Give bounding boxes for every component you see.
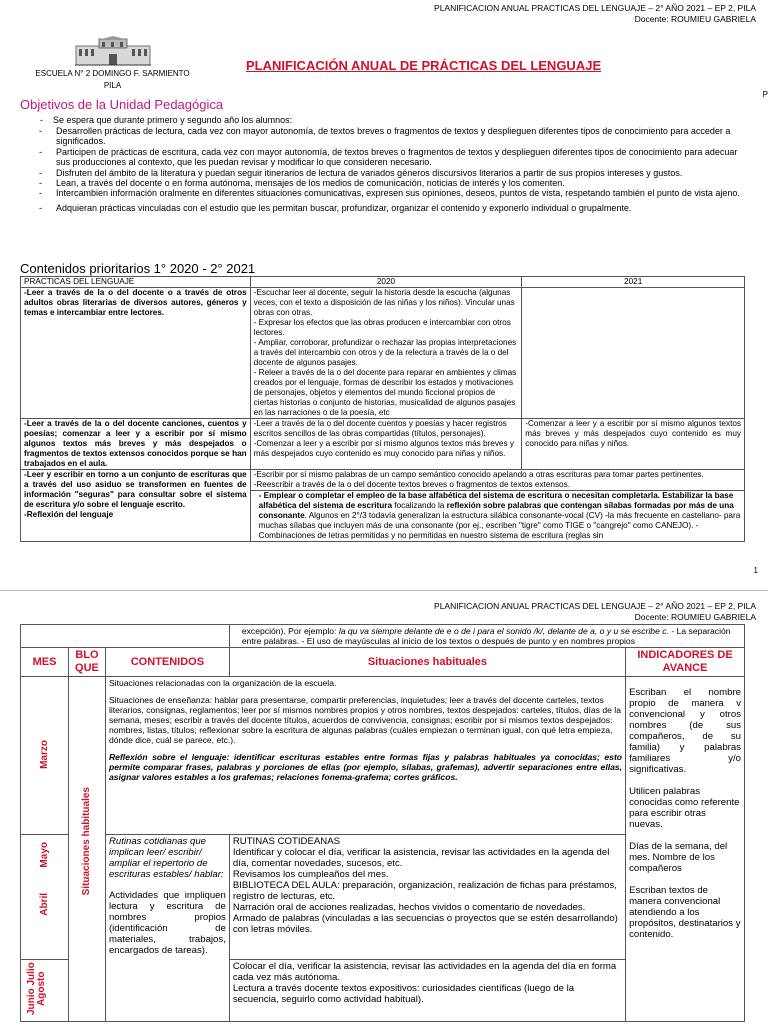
month-cell [21,960,69,1022]
rutinas-cell: Rutinas cotidianas que implican leer/ escribir/ ampliar el repertorio de escrituras estables/ hablar: Actividades que impliquen lectura y escritura de nombres propios (identificación de materiales, trabajos, encargados de tareas). [105,835,229,1022]
month-marzo: Marzo [38,739,50,769]
table-row [21,288,745,419]
month-junio-julio-agosto: Junio Julio Agosto [26,962,48,1016]
bloque-cell [68,677,105,1022]
objective-item: - Desarrollen prácticas de lectura, cada vez con mayor autonomía, de textos breves o fragmentos de textos y desplieguen diferentes tipos de conocimiento para acceder a significados. [36,126,751,147]
page-header [434,3,756,25]
school-building-logo [75,36,151,66]
continuation-cell: excepción). Por ejemplo: la qu va siempre delante de e o de i para el sonido /k/, delante de a, o y u se escribe c. - La separación entre palabras. - El uso de mayúsculas al inicio de los textos o después de punto y en nombres propios [229,625,744,648]
practice-cell: -Leer a través de la o del docente canciones, cuentos y poesías; comenzar a leer y a escribir por sí mismo algunos textos más breves y más despejados o fragmentos de textos extensos conocidos porque se han trabajados en el aula. [21,419,251,470]
school-city: PILA [103,81,122,90]
month-cell [21,677,69,835]
month-abril: Abril [38,892,50,916]
objectives-list [36,126,751,217]
document-page-2 [0,590,768,1024]
school-block [20,36,205,92]
header-cell-2020: 2020 [250,277,522,288]
practice-cell: -Leer a través de la o del docente o a través de otros adultos obras literarias de diversos autores, géneros y temas e intercambiar entre lectores. [21,288,251,419]
month-mayo: Mayo [38,842,50,868]
bloque-label: Situaciones habituales [81,787,93,896]
objective-item: - Participen de prácticas de escritura, cada vez con mayor autonomía, de textos breves o fragmentos de textos y desplieguen diferentes tipos de conocimiento para adecuar sus producciones al contexto, que les puedan revisar y modificar lo que consideren necesario. [36,147,751,168]
table-row [21,419,745,470]
content-2020-cell: -Leer a través de la o del docente cuentos y poesías y hacer registros escritos sencillos de las obras compartidas (títulos, personajes). -Comenzar a leer y a escribir por sí mismo algunos textos más breves y más despejados cuyo contenido es muy conocido para niñas y niños. [250,419,522,470]
header-title: PLANIFICACION ANUAL PRACTICAS DEL LENGUAJE – 2° AÑO 2021 – EP 2, PILA [434,3,756,13]
objective-item: - Intercambien información oralmente en diferentes situaciones comunicativas, expresen sus opiniones, deseos, puntos de vista, respetando también el punto de vista ajeno. [36,188,751,198]
header-cell-2021: 2021 [522,277,745,288]
header-bloque: BLO QUE [68,648,105,677]
content-2020-cell: -Escribir por sí mismo palabras de un campo semántico conocido apelando a otras escrituras para tomar partes pertinentes. -Reescribir a través de la o del docente textos breves o fragmentos de textos extensos. [250,470,744,491]
header-contenidos: CONTENIDOS [105,648,229,677]
planning-table [20,624,745,1022]
content-2021-cell: - Emplear o completar el empleo de la base alfabética del sistema de escritura o necesitan completarla. Estabilizar la base alfabética del sistema de escritura focalizando la reflexión sobre palabras que contengan sílabas formadas por más de una consonante. Algunos en 2°/3 todavía generalizan la estructura silábica consonante-vocal (CV) -la más frecuente en castellano- para muchas sílabas que incluyen más de una consonante (por ej., escriben "tigre" como TIGE o "cangrejo" como CANEJO). - Combinaciones de letras permitidas y no permitidas en nuestro sistema de escritura (reglas sin [250,491,744,542]
header-situaciones: Situaciones habituales [229,648,625,677]
page-number: 1 [753,566,758,575]
contents-table [20,276,745,542]
table-row [21,470,745,491]
page-header [434,601,756,623]
continuation-row [21,625,745,648]
objective-item: - Disfruten del ámbito de la literatura y puedan seguir itinerarios de lectura de variados géneros discursivos literarios a partir de sus propios intereses y gustos. [36,168,751,178]
contents-heading: Contenidos prioritarios 1° 2020 - 2° 2021 [20,261,256,276]
indicators-cell: Escriban el nombre propio de manera v convencional y otros nombres (de sus compañeros, de su familia) y palabras familiares y/o significativas. Utilicen palabras conocidas como referente para escribir otras nuevas. Días de la semana, del mes. Nombre de los compañeros Escriban textos de manera convencional atendiendo a los propósitos, destinatarios y contenido. [626,677,745,1022]
table-header-row [21,277,745,288]
objectives-intro: - Se espera que durante primero y segundo año los alumnos: [40,115,293,125]
margin-mark: P [762,90,768,99]
month-cell [21,835,69,960]
practice-cell: -Leer y escribir en torno a un conjunto de escrituras que a través del uso asiduo se transformen en fuentes de información "seguras" para consultar sobre el sistema de escritura y/o sobre el lenguaje escrito. -Reflexión del lenguaje [21,470,251,542]
situaciones-cell: Colocar el día, verificar la asistencia, revisar las actividades en la agenda del día en forma cada vez más autónoma. Lectura a través docente textos expositivos: curiosidades científicas (luego de la secuencia, seguirlo como actividad habitual). [229,960,625,1022]
header-title: PLANIFICACION ANUAL PRACTICAS DEL LENGUAJE – 2° AÑO 2021 – EP 2, PILA [434,601,756,611]
header-indicadores: INDICADORES DE AVANCE [626,648,745,677]
document-title: PLANIFICACIÓN ANUAL DE PRÁCTICAS DEL LENGUAJE [246,58,602,73]
situaciones-cell: RUTINAS COTIDEANAS Identificar y colocar el día, verificar la asistencia, revisar las actividades en la agenda del día, comentar novedades, sucesos, etc. Revisamos los cumpleaños del mes. BIBLIOTECA DEL AULA: preparación, organización, realización de fichas para préstamos, registro de lecturas, etc. Narración oral de acciones realizadas, hechos vividos o comentario de novedades. Armado de palabras (vinculadas a las secuencias o proyectos que se estén desarrollando) con letras móviles. [229,835,625,960]
objective-item: - Lean, a través del docente o en forma autónoma, mensajes de los medios de comunicación, noticias de interés y los comenten. [36,178,751,188]
content-2020-cell: -Escuchar leer al docente, seguir la historia desde la escucha (algunas veces, con el texto a disposición de las niñas y los niños). Vincular unas obras con otras. - Expresar los efectos que las obras producen e intercambiar con otros lectores. - Ampliar, corroborar, profundizar o rechazar las propias interpretaciones a través del intercambio con otros y de la relectura a través de la o del docente de algunos pasajes. - Releer a través de la o del docente para reparar en ambientes y climas creados por el lenguaje, formas de describir los estados y motivaciones de personajes, objetos y elementos del mundo ficcional propios de ciertas historias o conjunto de historias, musicalidad de algunos pasajes en las narraciones o de la poesía, etc [250,288,522,419]
table-header-row [21,648,745,677]
table-row-marzo [21,677,745,835]
content-2021-cell: -Comenzar a leer y a escribir por sí mismo algunos textos más breves y más despejados cuyo contenido es muy conocido para niñas y niños. [522,419,745,470]
objectives-heading: Objetivos de la Unidad Pedagógica [20,97,224,112]
header-teacher: Docente: ROUMIEU GABRIELA [634,612,756,622]
header-cell-practices: PRACTICAS DEL LENGUAJE [21,277,251,288]
header-teacher: Docente: ROUMIEU GABRIELA [634,14,756,24]
content-cell: Situaciones relacionadas con la organización de la escuela. Situaciones de enseñanza: hablar para presentarse, compartir preferencias, inquietudes; leer a través del docente carteles, textos literarios, consignas, reglamentos; leer por sí mismos nombres propios y otros nombres, textos despejados: carteles, títulos, días de la semana, meses; escribir a través del docente títulos, acuerdos de convivencia, consignas; escribir por sí mismos textos despejados: nombres, listas, títulos; reflexionar sobre la escritura de algunas palabras (cuáles empiezan o terminan igual, con qué letra empieza, dónde dice, cuál se parece, etc.). Reflexión sobre el lenguaje: identificar escrituras estables entre formas fijas y palabras habituales ya conocidas; esto permite comparar frases, palabras y porciones de ellas (por ejemplo, sílabas, grafemas), advertir separaciones entre ellas, asignar valores estables a los grafemas; relaciones fonema-grafema; cortes gráficos. [105,677,625,835]
objective-item: - Adquieran prácticas vinculadas con el estudio que les permitan buscar, profundizar, organizar el contenido y exponerlo individual o grupalmente. [36,199,751,217]
header-mes: MES [21,648,69,677]
school-name: ESCUELA N° 2 DOMINGO F. SARMIENTO [35,69,190,78]
content-2021-cell [522,288,745,419]
